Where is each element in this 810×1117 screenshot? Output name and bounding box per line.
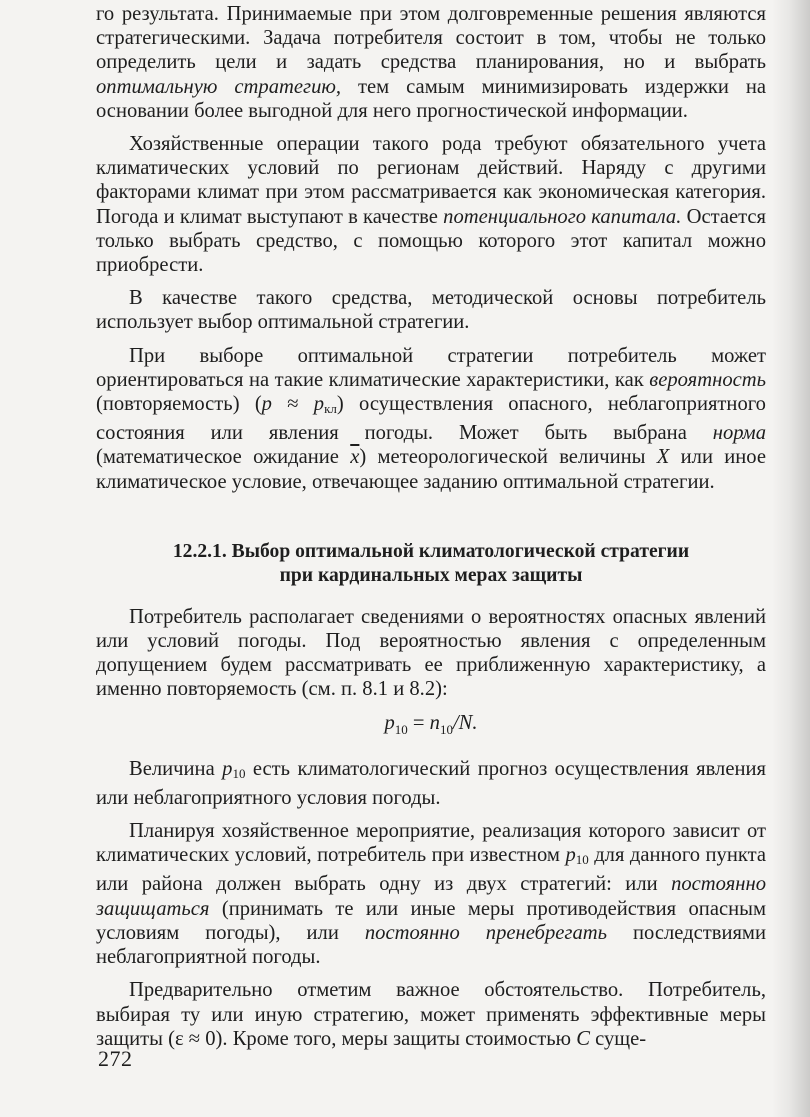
math-p-subscript: 10: [232, 765, 246, 781]
math-p: p: [222, 757, 233, 780]
emphasis-potential-capital: потенциального капитала.: [443, 205, 682, 228]
text: Предварительно отметим важное обстоятельство. Потребитель, выбирая ту или иную стратегию, может применять эффективные меры защиты (ε ≈ 0). Кроме того, меры защиты стоимостью: [96, 979, 766, 1050]
math-p: p: [261, 393, 272, 416]
section-heading: [96, 540, 766, 588]
text: или иное климатическое условие, отвечающее заданию оптимальной стратегии.: [96, 446, 766, 493]
paragraph-8: [96, 978, 766, 1051]
emphasis-norm: норма: [712, 422, 766, 445]
math-C: C: [576, 1027, 590, 1050]
page-number: 272: [98, 1046, 133, 1071]
page-gutter-shadow: [772, 0, 810, 1117]
emphasis-probability: вероятность: [649, 368, 766, 391]
text: суще-: [589, 1027, 647, 1050]
math-p: p: [565, 844, 576, 867]
formula-p10: [96, 711, 766, 737]
paragraph-5: Потребитель располагает сведениями о вероятностях опасных явлений или условий погоды. Под вероятностью явления с определенным допущением будем рассматривать ее приближенную характеристику, а именно повторяемость (см. п. 8.1 и 8.2):: [96, 605, 766, 701]
paragraph-7: [96, 819, 766, 969]
paragraph-3: В качестве такого средства, методической основы потребитель использует выбор оптимальной стратегии.: [96, 287, 766, 334]
math-p-kl: p: [313, 393, 325, 416]
text: Хозяйственные операции такого рода требуют обязательного учета климатических условий по регионам действий. Наряду с другими факторами климат при этом рассматривается как экономическая категория. Погода и климат выступают в качестве: [96, 133, 766, 228]
paragraph-6: [96, 757, 766, 810]
section-heading-line-2: при кардинальных мерах защиты: [279, 564, 583, 586]
formula-n: n: [429, 711, 440, 734]
page-body: [96, 2, 766, 1060]
emphasis-always-protect: постоянно защищаться: [96, 873, 766, 920]
text: Величина: [129, 757, 223, 780]
formula-tail: /N.: [452, 711, 478, 734]
math-X: X: [656, 446, 670, 469]
paragraph-1: [96, 2, 766, 123]
text: последствиями неблагоприятной погоды.: [96, 921, 766, 969]
math-kl-subscript: кл: [324, 401, 337, 417]
text: для данного пункта или района должен выбрать одну из двух стратегий: или: [96, 844, 767, 896]
text: ) осуществления опасного, неблагоприятного состояния или явления погоды. Может быть выбрана: [96, 393, 766, 445]
formula-p: p: [384, 711, 395, 734]
section-heading-line-1: 12.2.1. Выбор оптимальной климатологической стратегии: [172, 540, 690, 562]
formula-equals: =: [407, 711, 430, 734]
text: (принимать те или иные меры противодействия опасным условиям погоды), или: [96, 897, 766, 944]
text: го результата. Принимаемые при этом долговременные решения являются стратегическими. Задача потребителя состоит в том, чтобы не только определить цели и задать средства планирования, но и выбрать: [96, 3, 766, 74]
text: Остается только выбрать средство, с помощью которого этот капитал можно приобрести.: [96, 205, 766, 277]
text: (математическое ожидание: [96, 446, 351, 469]
text: (повторяемость) (: [96, 393, 262, 416]
formula-n-subscript: 10: [439, 721, 453, 737]
text: При выборе оптимальной стратегии потребитель может ориентироваться на такие климатические характеристики, как: [96, 344, 766, 391]
text: Планируя хозяйственное мероприятие, реализация которого зависит от климатических условий, потребитель при известном: [96, 820, 766, 867]
paragraph-2: [96, 132, 766, 277]
text: тем самым минимизировать издержки на основании более выгодной для него прогностической информации.: [96, 75, 766, 122]
formula-p-subscript: 10: [394, 721, 408, 737]
math-x-bar: $\overline{x}$: [350, 446, 360, 469]
math-approx: ≈: [271, 393, 314, 416]
paragraph-4: [96, 344, 766, 494]
emphasis-always-neglect: постоянно пренебрегать: [364, 921, 607, 944]
emphasis-optimal-strategy: оптимальную стратегию,: [96, 75, 342, 98]
text: есть климатологический прогноз осуществления явления или неблагоприятного условия погоды.: [96, 757, 766, 809]
math-p-subscript: 10: [575, 852, 589, 868]
text: ) метеорологической величины: [359, 446, 657, 469]
